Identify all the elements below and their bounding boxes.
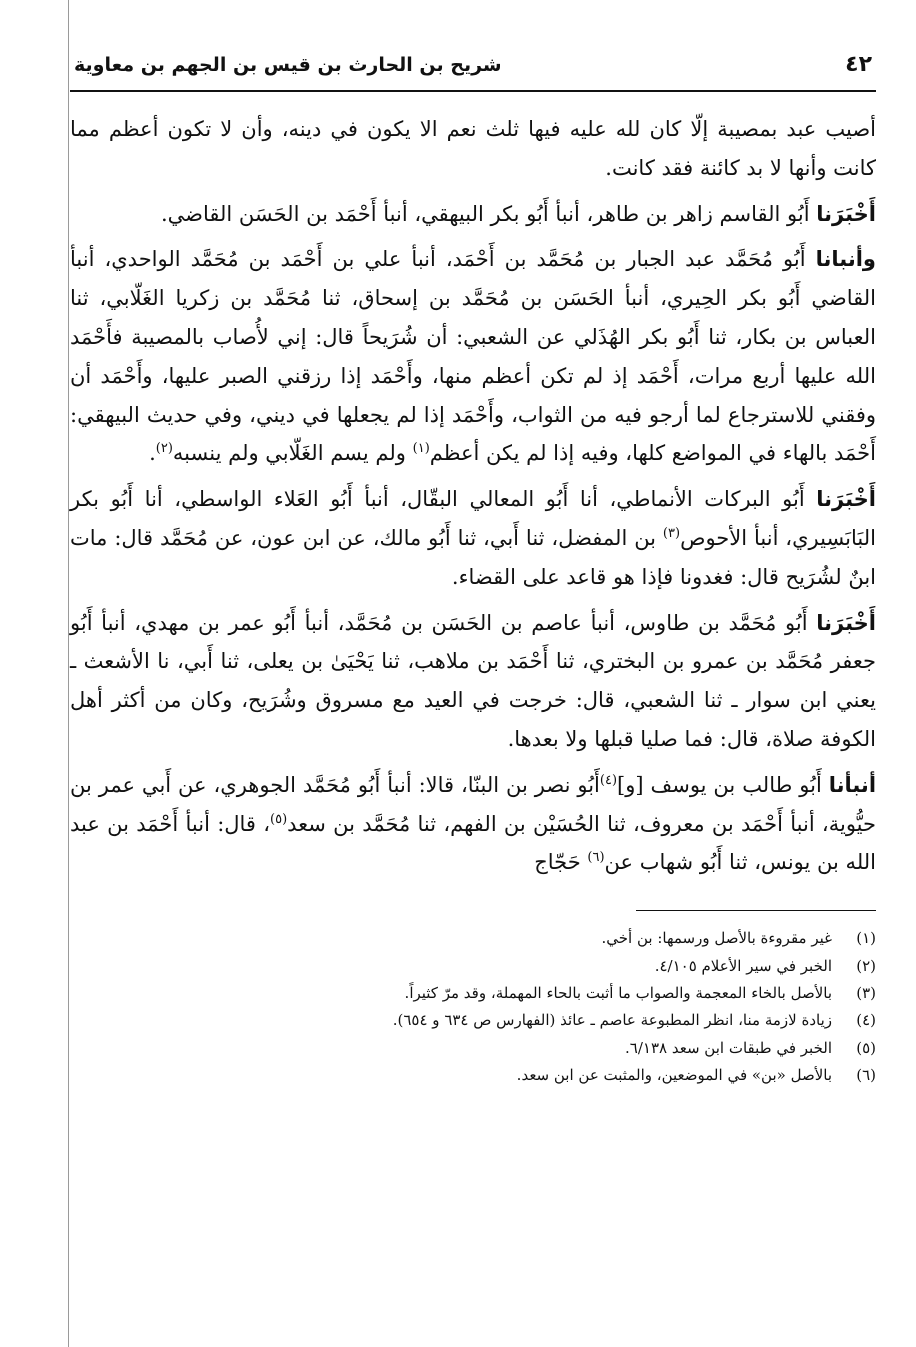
paragraph-text: أصيب عبد بمصيبة إلّا كان لله عليه فيها ثلث نعم الا يكون في دينه، وأن لا تكون أعظم مما كانت وأنها لا بد كائنة فقد كانت. (70, 117, 876, 180)
isnad-lead: أَخْبَرَنا (816, 201, 876, 226)
paragraph-6 (70, 766, 876, 882)
footnote-item (70, 1035, 876, 1062)
footnote-item (70, 980, 876, 1007)
paragraph-text: أَبُو نصر بن البنّا، قالا: أنبأ أَبُو مُحَمَّد الجوهري، عن أَبي عمر بن حيُّوية، أنبأ أَحْمَد بن معروف، ثنا الحُسَيْن بن الفهم، ثنا مُحَمَّد بن سعد (70, 772, 876, 836)
paragraph-2 (70, 195, 876, 234)
footnote-number: (٤) (856, 1011, 876, 1030)
paragraph-text: . (149, 441, 156, 466)
paragraph-text: حَجّاج (534, 850, 588, 875)
footnotes (70, 925, 876, 1089)
footnote-item (70, 925, 876, 952)
footnote-item (70, 1062, 876, 1089)
isnad-lead: أنبأنا (828, 772, 877, 797)
footnote-number: (٢) (856, 956, 876, 975)
footnote-ref: (٥) (270, 811, 288, 827)
footnote-ref: (٤) (599, 772, 618, 788)
footnote-item (70, 953, 876, 980)
paragraph-text: أَبُو القاسم زاهر بن طاهر، أنبأ أَبُو بكر البيهقي، أنبأ أَحْمَد بن الحَسَن القاضي. (160, 201, 817, 226)
footnote-number: (١) (856, 929, 876, 948)
paragraph-text: أَبُو مُحَمَّد بن طاوس، أنبأ عاصم بن الحَسَن بن مُحَمَّد، أنبأ أَبُو عمر بن مهدي، أنبأ أَبُو جعفر مُحَمَّد بن عمرو بن البختري، ثنا أَحْمَد بن ملاهب، ثنا يَحْيَىٰ بن يعلى، ثنا أَبي، نا الأشعث ـ يعني ابن سوار ـ ثنا الشعبي، قال: خرجت في العيد مع مسروق وشُرَيح، وكان من أكثر أهل الكوفة صلاة، قال: فما صليا قبلها ولا بعدها. (70, 610, 876, 751)
footnote-number: (٣) (856, 983, 876, 1002)
footnote-ref: (٢) (155, 441, 173, 457)
paragraph-5 (70, 604, 876, 759)
paragraph-text: أَبُو البركات الأنماطي، أنا أَبُو المعالي البقّال، أنبأ أَبُو العَلاء الواسطي، أنا أَبُو بكر البَابَسِيري، أنبأ الأحوص (70, 487, 876, 550)
paragraph-3 (70, 240, 876, 473)
page-gutter-line (68, 0, 69, 1347)
footnote-text: الخبر في سير الأعلام ٤/١٠٥. (654, 956, 832, 975)
footnote-number: (٥) (856, 1038, 876, 1057)
main-text (70, 110, 876, 882)
running-title: شريح بن الحارث بن قيس بن الجهم بن معاوية (74, 54, 502, 76)
paragraph-text: ولم يسم الغَلّابي ولم ينسبه (172, 441, 413, 466)
page-number: ٤٢ (845, 52, 872, 77)
isnad-lead: أَخْبَرَنا (816, 487, 876, 512)
running-header (70, 52, 876, 92)
paragraph-text: ، قال: أنبأ أَحْمَد بن عبد الله بن يونس، ثنا أَبُو شهاب عن (70, 811, 876, 875)
book-page (70, 52, 876, 1322)
isnad-lead: وأنبانا (815, 247, 876, 272)
isnad-lead: أَخْبَرَنا (816, 610, 876, 635)
footnote-ref: (٦) (587, 850, 605, 866)
footnote-divider (636, 910, 876, 911)
footnote-text: زيادة لازمة منا، انظر المطبوعة عاصم ـ عائذ (الفهارس ص ٦٣٤ و ٦٥٤). (392, 1011, 832, 1030)
paragraph-1 (70, 110, 876, 188)
footnote-number: (٦) (856, 1066, 876, 1085)
footnote-text: غير مقروءة بالأصل ورسمها: بن أخي. (601, 929, 832, 948)
paragraph-4 (70, 480, 876, 596)
footnote-text: بالأصل بالخاء المعجمة والصواب ما أثبت بالحاء المهملة، وقد مرّ كثيراً. (404, 983, 832, 1002)
footnote-text: بالأصل «بن» في الموضعين، والمثبت عن ابن سعد. (516, 1066, 832, 1085)
footnote-text: الخبر في طبقات ابن سعد ٦/١٣٨. (625, 1038, 832, 1057)
paragraph-text: بن المفضل، ثنا أَبي، ثنا أَبُو مالك، عن ابن عون، عن مُحَمَّد قال: مات ابنٌ لشُرَيح قال: فغدونا فإذا هو قاعد على القضاء. (70, 525, 876, 589)
paragraph-text: أَبُو طالب بن يوسف [و] (617, 772, 829, 797)
paragraph-text: أَبُو مُحَمَّد عبد الجبار بن مُحَمَّد بن أَحْمَد، أنبأ علي بن أَحْمَد بن مُحَمَّد الواحدي، أنبأ القاضي أَبُو بكر الحِيري، أنبأ الحَسَن بن مُحَمَّد بن إسحاق، ثنا مُحَمَّد بن زكريا الغَلّابي، ثنا العباس بن بكار، ثنا أَبُو بكر الهُذَلي عن الشعبي: أن شُرَيحاً قال: إني لأُصاب بالمصيبة فأَحْمَد الله عليها أربع مرات، أَحْمَد إذ لم تكن أعظم منها، وأَحْمَد إذا رزقني الصبر عليها، وأَحْمَد أن وفقني للاسترجاع لما أرجو فيه من الثواب، وأَحْمَد إذا لم يجعلها في ديني، وفي حديث البيهقي: أَحْمَد بالهاء في المواضع كلها، وفيه إذا لم يكن أعظم (70, 247, 876, 466)
footnote-ref: (١) (412, 441, 430, 457)
footnote-ref: (٣) (662, 525, 681, 541)
footnote-item (70, 1007, 876, 1034)
